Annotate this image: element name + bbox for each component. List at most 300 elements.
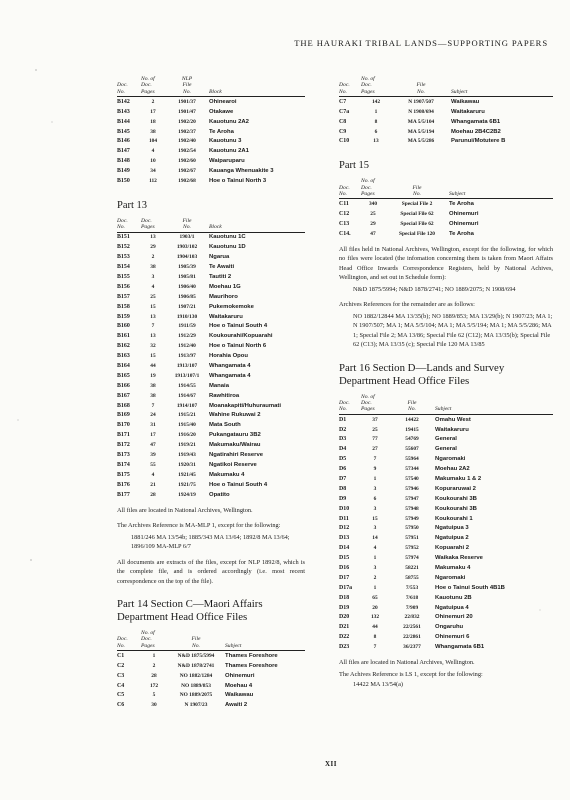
cell-file: 22/832 bbox=[404, 614, 420, 621]
right-note-archives-list: NO 1882/12844 MA 13/35(b); NO 1889/853; MA 13/29(b); N 1907/23; MA 1; N 1907/507; MA 1; MA 5/5/104; MA 1; MA 5/5/194; MA 1; MA 5/5/286; MA 1; Special File 2; MA 13/86; Special File 62 (C12); MA 13/35(b); Special File 62 (C13); MA 13/35 (c); Special File 120 MA 13/85 bbox=[353, 312, 553, 349]
cell-file: N 1908/694 bbox=[408, 108, 434, 115]
cell-subject: Te Aroha bbox=[449, 230, 474, 237]
cell-pages: 172 bbox=[149, 682, 159, 689]
table-row bbox=[117, 272, 305, 282]
cell-pages: 38 bbox=[150, 382, 156, 389]
cell-doc: B142 bbox=[117, 98, 130, 105]
cell-file: 1903/102 bbox=[176, 244, 198, 251]
cell-file: 57948 bbox=[405, 505, 419, 512]
cell-doc: C14. bbox=[339, 230, 351, 237]
table-row bbox=[339, 523, 553, 533]
column-header-doc: Doc. No. bbox=[339, 76, 361, 96]
cell-subject: Moehau 1G bbox=[209, 283, 241, 290]
cell-file: 7/553 bbox=[405, 584, 419, 591]
cell-pages: 25 bbox=[372, 426, 378, 433]
column-header-pages: No. of Doc. Pages bbox=[361, 178, 385, 198]
cell-file: 1904/103 bbox=[176, 254, 198, 261]
cell-subject: Ongaruhu bbox=[435, 624, 464, 631]
table-row bbox=[117, 661, 305, 671]
cell-doc: C6 bbox=[117, 702, 125, 709]
table-row bbox=[117, 292, 305, 302]
cell-pages: 34 bbox=[150, 168, 156, 175]
cell-pages: 4 bbox=[151, 471, 155, 478]
cell-file: 1912/29 bbox=[178, 333, 196, 340]
table-row bbox=[339, 454, 553, 464]
cell-pages: 31 bbox=[150, 422, 156, 429]
cell-doc: D21 bbox=[339, 624, 350, 631]
cell-subject: Ngaromaki bbox=[435, 574, 466, 581]
cell-subject: Parunui/Motutere B bbox=[451, 138, 506, 145]
cell-file: 1902/67 bbox=[178, 168, 196, 175]
cell-file: 1921/45 bbox=[178, 471, 196, 478]
cell-pages: 15 bbox=[150, 303, 156, 310]
cell-subject: Te Aroha bbox=[209, 128, 234, 135]
cell-file: N&D 1875/5994 bbox=[177, 652, 215, 659]
cell-doc: B173 bbox=[117, 452, 130, 459]
cell-pages: 13 bbox=[150, 313, 156, 320]
cell-doc: B150 bbox=[117, 177, 130, 184]
column-header-doc: Doc. No. bbox=[117, 218, 141, 232]
cell-doc: B177 bbox=[117, 491, 130, 498]
cell-pages: 132 bbox=[370, 614, 380, 621]
cell-doc: B144 bbox=[117, 118, 130, 125]
cell-pages: 1 bbox=[374, 108, 378, 115]
cell-pages: 44 bbox=[150, 363, 156, 370]
table-row bbox=[339, 613, 553, 623]
cell-pages: 47 bbox=[370, 230, 376, 237]
cell-file: 1902/54 bbox=[178, 148, 196, 155]
table-row bbox=[339, 136, 553, 146]
cell-doc: B168 bbox=[117, 402, 130, 409]
cell-doc: C8 bbox=[339, 118, 347, 125]
table-row bbox=[339, 622, 553, 632]
cell-pages: 44 bbox=[372, 624, 378, 631]
cell-subject: Ohinemuri bbox=[449, 220, 479, 227]
cell-subject: General bbox=[435, 436, 457, 443]
cell-pages: 1 bbox=[373, 584, 377, 591]
column-header-subject: Subject bbox=[225, 630, 305, 650]
column-header-file: File No. bbox=[165, 218, 209, 232]
table-row bbox=[117, 460, 305, 470]
cell-pages: 13 bbox=[150, 333, 156, 340]
table-row bbox=[339, 464, 553, 474]
cell-pages: 2 bbox=[152, 662, 156, 669]
cell-pages: 8 bbox=[374, 118, 378, 125]
cell-file: 57946 bbox=[405, 485, 419, 492]
table-row bbox=[339, 514, 553, 524]
cell-pages: 4 bbox=[151, 283, 155, 290]
right-note-ls1: The Achives Reference is LS 1, except for the following: bbox=[339, 670, 483, 678]
cell-doc: D17 bbox=[339, 574, 350, 581]
cell-subject: Whangamata 6B1 bbox=[451, 118, 501, 125]
cell-subject: Whangamata 6B1 bbox=[435, 644, 485, 651]
table-row bbox=[339, 96, 553, 106]
cell-subject: Moehau 4 bbox=[225, 682, 253, 689]
cell-file: 1905/39 bbox=[178, 264, 196, 271]
table-row bbox=[117, 282, 305, 292]
cell-subject: Whangamata 4 bbox=[209, 363, 251, 370]
cell-pages: 1 bbox=[152, 652, 156, 659]
cell-doc: D16 bbox=[339, 564, 350, 571]
cell-doc: C13 bbox=[339, 220, 350, 227]
right-note-location: All files are located in National Archives, Wellington. bbox=[339, 659, 475, 667]
cell-doc: D20 bbox=[339, 614, 350, 621]
cell-subject: Rawhitiroa bbox=[209, 392, 240, 399]
cell-file: 1919/43 bbox=[178, 452, 196, 459]
part-16-title: Part 16 Section D—Lands and Survey Department Head Office Files bbox=[339, 361, 505, 387]
cell-pages: 7 bbox=[373, 456, 377, 463]
cell-subject: Kauotunu 1D bbox=[209, 244, 246, 251]
table-row bbox=[117, 391, 305, 401]
cell-file: 1906/85 bbox=[178, 293, 196, 300]
speck bbox=[18, 420, 19, 421]
table-c7-c10 bbox=[339, 76, 553, 146]
cell-pages: 47 bbox=[150, 442, 156, 449]
cell-subject: Ngatuipua 2 bbox=[435, 535, 469, 542]
cell-file: 1910/130 bbox=[176, 313, 198, 320]
column-header-pages: No. of Doc. Pages bbox=[361, 76, 391, 96]
cell-subject: Hoe o Tainui North 6 bbox=[209, 343, 267, 350]
table-row bbox=[117, 96, 305, 106]
column-header-file: File No. bbox=[167, 630, 225, 650]
column-header-subject: Subject bbox=[449, 178, 553, 198]
cell-pages: 2 bbox=[151, 98, 155, 105]
table-row bbox=[117, 322, 305, 332]
table-row bbox=[117, 650, 305, 660]
cell-subject: Ngatirahiri Reserve bbox=[209, 452, 264, 459]
cell-subject: Waikaka Reserve bbox=[435, 555, 483, 562]
cell-file: 1919/21 bbox=[178, 442, 196, 449]
cell-file: 55607 bbox=[405, 446, 419, 453]
table-row bbox=[339, 425, 553, 435]
cell-subject: Kauotunu 1C bbox=[209, 234, 246, 241]
cell-pages: 28 bbox=[150, 491, 156, 498]
column-header-pages: Doc. Pages bbox=[141, 218, 165, 232]
cell-pages: 2 bbox=[373, 574, 377, 581]
cell-subject: Thames Foreshore bbox=[225, 662, 278, 669]
cell-file: 57952 bbox=[405, 545, 419, 552]
cell-doc: C9 bbox=[339, 128, 347, 135]
cell-file: 7/909 bbox=[405, 604, 419, 611]
cell-pages: 29 bbox=[370, 220, 376, 227]
cell-subject: Ngatuipua 4 bbox=[435, 604, 469, 611]
table-header-row bbox=[117, 76, 305, 96]
table-row bbox=[339, 127, 553, 137]
cell-file: 1902/40 bbox=[178, 138, 196, 145]
left-column bbox=[117, 76, 305, 710]
cell-subject: Kauotunu 3 bbox=[209, 138, 242, 145]
table-row bbox=[339, 563, 553, 573]
cell-doc: C3 bbox=[117, 672, 125, 679]
table-row bbox=[339, 474, 553, 484]
table-row bbox=[117, 411, 305, 421]
cell-doc: B149 bbox=[117, 168, 130, 175]
cell-doc: B156 bbox=[117, 283, 130, 290]
right-note-ls1-list: 14422 MA 13/54(a) bbox=[353, 681, 404, 689]
table-row bbox=[117, 331, 305, 341]
table-part-15 bbox=[339, 178, 553, 238]
cell-doc: B152 bbox=[117, 244, 130, 251]
cell-doc: D12 bbox=[339, 525, 350, 532]
cell-doc: B175 bbox=[117, 471, 130, 478]
cell-doc: B145 bbox=[117, 128, 130, 135]
cell-subject: Ngarua bbox=[209, 254, 230, 261]
cell-pages: 15 bbox=[372, 515, 378, 522]
page-number: XII bbox=[325, 760, 338, 768]
table-row bbox=[117, 430, 305, 440]
table-header-row bbox=[117, 630, 305, 650]
table-row bbox=[117, 470, 305, 480]
speck bbox=[52, 122, 53, 123]
cell-file: NO 1882/1284 bbox=[179, 672, 213, 679]
cell-subject: Ohinemuri bbox=[449, 211, 479, 218]
cell-doc: B154 bbox=[117, 264, 130, 271]
cell-pages: 15 bbox=[150, 353, 156, 360]
table-row bbox=[117, 136, 305, 146]
cell-subject: Kauanga Whenuakite 3 bbox=[209, 168, 274, 175]
cell-file: 57540 bbox=[405, 475, 419, 482]
cell-pages: 38 bbox=[150, 392, 156, 399]
cell-doc: D19 bbox=[339, 604, 350, 611]
cell-pages: 4 bbox=[151, 148, 155, 155]
cell-file: 1902/37 bbox=[178, 128, 196, 135]
cell-doc: B176 bbox=[117, 481, 130, 488]
cell-doc: D1 bbox=[339, 416, 347, 423]
table-row bbox=[117, 490, 305, 500]
table-header-row bbox=[339, 76, 553, 96]
cell-pages: 1 bbox=[373, 475, 377, 482]
cell-doc: B169 bbox=[117, 412, 130, 419]
cell-file: 58755 bbox=[405, 574, 419, 581]
cell-file: 1901/37 bbox=[178, 98, 196, 105]
cell-pages: 38 bbox=[150, 128, 156, 135]
cell-file: 57344 bbox=[405, 466, 419, 473]
cell-file: 1907/21 bbox=[178, 303, 196, 310]
cell-doc: C1 bbox=[117, 652, 125, 659]
cell-subject: Makumaku 4 bbox=[435, 564, 471, 571]
cell-file: 1914/67 bbox=[178, 392, 196, 399]
table-row bbox=[117, 691, 305, 701]
cell-pages: 3 bbox=[373, 525, 377, 532]
cell-doc: B146 bbox=[117, 138, 130, 145]
cell-subject: Whangamata 4 bbox=[209, 372, 251, 379]
column-header-pages: No. of Doc. Pages bbox=[141, 76, 165, 96]
cell-subject: Tautiti 2 bbox=[209, 274, 232, 280]
cell-doc: B161 bbox=[117, 333, 130, 340]
cell-pages: 65 bbox=[372, 594, 378, 601]
cell-subject: Maurihoro bbox=[209, 293, 238, 300]
table-row bbox=[117, 480, 305, 490]
table-row bbox=[339, 444, 553, 454]
cell-pages: 25 bbox=[150, 293, 156, 300]
cell-file: NO 1889/853 bbox=[181, 682, 211, 689]
cell-subject: Te Awaiti bbox=[209, 264, 235, 271]
cell-pages: 340 bbox=[368, 201, 378, 208]
cell-pages: 3 bbox=[373, 564, 377, 571]
table-row bbox=[117, 252, 305, 262]
cell-subject: Hoe o Tainui South 4 bbox=[209, 481, 268, 488]
column-header-pages: No. of Doc. Pages bbox=[141, 630, 167, 650]
table-row bbox=[339, 229, 553, 239]
cell-subject: Ngatuipua 3 bbox=[435, 525, 469, 532]
cell-doc: D22 bbox=[339, 634, 350, 641]
cell-file: 19415 bbox=[405, 426, 419, 433]
table-row bbox=[117, 232, 305, 242]
table-row bbox=[117, 156, 305, 166]
right-column bbox=[339, 76, 553, 690]
cell-doc: C7 bbox=[339, 98, 347, 105]
cell-file: Special File 2 bbox=[401, 201, 433, 208]
cell-file: Special File 62 bbox=[400, 211, 434, 218]
cell-file: 1914/107 bbox=[176, 402, 198, 409]
cell-pages: 5 bbox=[152, 692, 156, 699]
cell-file: Special File 120 bbox=[399, 230, 435, 237]
cell-file: 1902/20 bbox=[178, 118, 196, 125]
cell-subject: Kauotunu 2A2 bbox=[209, 118, 249, 125]
cell-doc: B166 bbox=[117, 382, 130, 389]
table-row bbox=[339, 494, 553, 504]
cell-subject: Pukangatauru 3B2 bbox=[209, 432, 261, 439]
cell-pages: 7 bbox=[151, 402, 155, 409]
cell-file: 22/2861 bbox=[403, 634, 421, 641]
table-row bbox=[339, 107, 553, 117]
cell-pages: 13 bbox=[373, 138, 379, 145]
left-note-location: All files are located in National Archives, Wellington. bbox=[117, 506, 253, 514]
cell-subject: Wahine Rukuwai 2 bbox=[209, 412, 261, 419]
table-row bbox=[339, 603, 553, 613]
cell-file: MA 5/5/286 bbox=[407, 138, 435, 145]
cell-pages: 1 bbox=[373, 555, 377, 562]
cell-doc: C7a bbox=[339, 108, 350, 115]
cell-file: MA 5/5/104 bbox=[407, 118, 435, 125]
cell-pages: 3 bbox=[151, 274, 155, 280]
cell-subject: Waitakaruru bbox=[435, 426, 469, 433]
cell-file: 1902/60 bbox=[178, 158, 196, 165]
cell-doc: B155 bbox=[117, 274, 130, 280]
cell-pages: 20 bbox=[372, 604, 378, 611]
cell-file: MA 5/5/194 bbox=[407, 128, 435, 135]
cell-subject: Moanakapiti/Huhuraumati bbox=[209, 402, 282, 409]
cell-subject: Waikawau bbox=[451, 98, 480, 105]
cell-file: 36/2377 bbox=[403, 644, 421, 651]
cell-file: 58221 bbox=[405, 564, 419, 571]
cell-doc: B164 bbox=[117, 363, 130, 370]
cell-doc: B160 bbox=[117, 323, 130, 330]
cell-file: 1913/107 bbox=[176, 363, 198, 370]
table-row bbox=[117, 176, 305, 186]
cell-subject: Waiparuparu bbox=[209, 158, 245, 165]
table-row bbox=[339, 593, 553, 603]
cell-file: 7/618 bbox=[405, 594, 419, 601]
table-row bbox=[339, 484, 553, 494]
cell-pages: 55 bbox=[150, 461, 156, 468]
cell-subject: Kopuarahi 2 bbox=[435, 545, 470, 552]
table-row bbox=[117, 117, 305, 127]
cell-subject: Moehau 2B4C2B2 bbox=[451, 128, 501, 135]
cell-subject: Thames Foreshore bbox=[225, 652, 278, 659]
table-row bbox=[339, 199, 553, 209]
cell-pages: 39 bbox=[150, 452, 156, 459]
table-row bbox=[117, 371, 305, 381]
cell-doc: B167 bbox=[117, 392, 130, 399]
table-row bbox=[117, 440, 305, 450]
table-row bbox=[117, 146, 305, 156]
cell-pages: 3 bbox=[373, 485, 377, 492]
cell-doc: C12 bbox=[339, 211, 350, 218]
cell-file: 55964 bbox=[405, 456, 419, 463]
cell-doc: D3 bbox=[339, 436, 347, 443]
cell-file: 1911/59 bbox=[178, 323, 196, 330]
table-row bbox=[117, 341, 305, 351]
cell-doc: D5 bbox=[339, 456, 347, 463]
table-row bbox=[339, 642, 553, 652]
cell-subject: Waitakaruru bbox=[451, 108, 485, 115]
cell-pages: 19 bbox=[150, 372, 156, 379]
cell-file: 57974 bbox=[405, 555, 419, 562]
cell-subject: Te Aroha bbox=[449, 201, 474, 208]
cell-file: 57947 bbox=[405, 495, 419, 502]
cell-file: 1915/21 bbox=[178, 412, 196, 419]
cell-doc: B157 bbox=[117, 293, 130, 300]
column-header-subject: Block bbox=[209, 218, 305, 232]
table-part-13 bbox=[117, 218, 305, 500]
table-part-16 bbox=[339, 394, 553, 652]
table-row bbox=[117, 312, 305, 322]
table-row bbox=[339, 434, 553, 444]
cell-doc: B171 bbox=[117, 432, 130, 439]
speck bbox=[30, 559, 31, 560]
cell-subject: Ohinearoi bbox=[209, 98, 237, 105]
cell-pages: 6 bbox=[373, 495, 377, 502]
left-note-archives-list: 1881/246 MA 13/54b; 1885/343 MA 13/64; 1892/8 MA 13/64; 1896/109 MA-MLP 6/7 bbox=[131, 533, 290, 551]
cell-subject: Ngaromaki bbox=[435, 456, 466, 463]
cell-file: 1920/31 bbox=[178, 461, 196, 468]
cell-subject: Waitakaruru bbox=[209, 313, 243, 320]
table-row bbox=[339, 533, 553, 543]
cell-subject: Makumaku 1 & 2 bbox=[435, 475, 482, 482]
cell-subject: Horahia Opou bbox=[209, 353, 248, 360]
table-row bbox=[339, 219, 553, 229]
cell-subject: Makumaku/Wairau bbox=[209, 442, 261, 449]
cell-pages: 7 bbox=[151, 323, 155, 330]
cell-pages: 17 bbox=[150, 108, 156, 115]
cell-subject: Manaia bbox=[209, 382, 229, 389]
cell-pages: 32 bbox=[150, 343, 156, 350]
cell-doc: B170 bbox=[117, 422, 130, 429]
table-row bbox=[339, 414, 553, 424]
cell-pages: 24 bbox=[150, 412, 156, 419]
cell-file: 57950 bbox=[405, 525, 419, 532]
table-header-row bbox=[339, 394, 553, 414]
cell-subject: Ohinemuri 20 bbox=[435, 614, 473, 621]
table-row bbox=[117, 127, 305, 137]
column-header-doc: Doc. No. bbox=[117, 630, 141, 650]
table-row bbox=[117, 107, 305, 117]
cell-doc: D11 bbox=[339, 515, 349, 522]
cell-doc: D17a bbox=[339, 584, 353, 591]
cell-doc: B153 bbox=[117, 254, 130, 261]
cell-file: 1921/75 bbox=[178, 481, 196, 488]
cell-pages: 38 bbox=[150, 264, 156, 271]
table-row bbox=[117, 262, 305, 272]
cell-doc: C5 bbox=[117, 692, 125, 699]
cell-doc: D4 bbox=[339, 446, 347, 453]
cell-subject: Kopuraruwai 2 bbox=[435, 485, 476, 492]
cell-file: 1901/47 bbox=[178, 108, 196, 115]
cell-subject: Ohinemuri bbox=[225, 672, 255, 679]
cell-file: 1913/107/1 bbox=[174, 372, 200, 379]
cell-subject: General bbox=[435, 446, 457, 453]
